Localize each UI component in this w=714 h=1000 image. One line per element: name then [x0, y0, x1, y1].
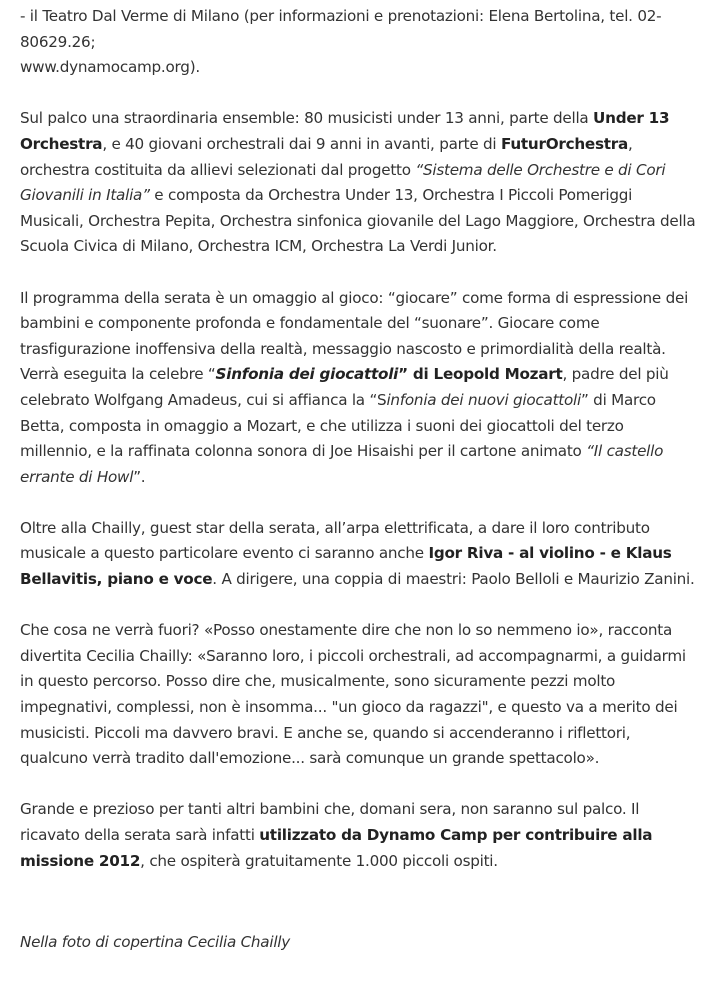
- text-run: ”.: [133, 467, 146, 486]
- leopold-mozart-strong: ” di Leopold Mozart: [398, 365, 563, 384]
- text-run: Che cosa ne verrà fuori? «Posso onestamente dire che non lo so nemmeno io», racconta divertita Cecilia Chailly: «Saranno loro, i piccoli orchestrali, ad accompagnarmi, a guidarmi in questo percorso. Posso dire che, musicalmente, sono sicuramente pezzi molto impegnativi, complessi, non è insomma... "un gioco da ragazzi", e questo va a merito dei musicisti. Piccoli ma davvero bravi. E anche se, quando si accenderanno i riflettori, qualcuno verrà tradito dall'emozione... sarà comunque un grande spettacolo».: [20, 621, 686, 768]
- text-run: ” di Marco Betta, composta in omaggio a Mozart, e che utilizza i suoni dei giocattoli del terzo millennio, e la raffinata colonna sonora di Joe Hisaishi per il cartone animato: [20, 390, 656, 461]
- text-run: , che ospiterà gratuitamente 1.000 piccoli ospiti.: [140, 851, 498, 870]
- article-body: [20, 4, 700, 900]
- sinfonia-giocattoli-strong: Sinfonia dei giocattoli: [215, 365, 399, 384]
- paragraph-charity: [20, 797, 700, 874]
- text-run: Il programma della serata è un omaggio al gioco: “giocare” come forma di espressione dei bambini e componente profonda e fondamentale del “suonare”. Giocare come trasfigurazione inoffensiva della realtà, messaggio nascosto e primordialità della realtà. Verrà eseguita la celebre “: [20, 288, 689, 384]
- text-run: , orchestra costituita da allievi selezionati dal progetto: [20, 134, 633, 179]
- castello-errante-italic: “Il castello errante di Howl: [20, 442, 664, 486]
- under13-orchestra-strong: Under 13 Orchestra: [20, 109, 670, 153]
- text-run: , padre del più celebrato Wolfgang Amadeus, cui si affianca la “S: [20, 365, 669, 409]
- futurorchestra-strong: FuturOrchestra: [500, 134, 628, 153]
- paragraph-quote: [20, 618, 700, 772]
- sinfonia-nuovi-giocattoli-italic: infonia dei nuovi giocattoli: [386, 390, 581, 409]
- venue-text: - il Teatro Dal Verme di Milano (per informazioni e prenotazioni: Elena Bertolina, tel. 02-80629.26;: [20, 7, 662, 51]
- text-run: Oltre alla Chailly, guest star della serata, all’arpa elettrificata, a dare il loro contributo musicale a questo particolare evento ci saranno anche: [20, 518, 650, 563]
- text-run: Grande e prezioso per tanti altri bambini che, domani sera, non saranno sul palco. Il ricavato della serata sarà infatti: [20, 800, 640, 844]
- text-run: Sul palco una straordinaria ensemble: 80 musicisti under 13 anni, parte della: [20, 109, 594, 128]
- project-name-italic: “Sistema delle Orchestre e di Cori Giovanili in Italia”: [20, 160, 666, 205]
- venue-text-end: ).: [189, 58, 200, 77]
- paragraph-venue: [20, 4, 700, 81]
- photo-caption: Nella foto di copertina Cecilia Chailly: [20, 933, 291, 951]
- paragraph-program: [20, 286, 700, 491]
- paragraph-ensemble: [20, 106, 700, 260]
- guest-musicians-strong: Igor Riva - al violino - e Klaus Bellavitis, piano e voce: [20, 544, 672, 589]
- dynamo-camp-strong: utilizzato da Dynamo Camp per contribuire alla missione 2012: [20, 826, 653, 870]
- text-run: . A dirigere, una coppia di maestri: Paolo Belloli e Maurizio Zanini.: [212, 570, 695, 589]
- dynamocamp-link[interactable]: www.dynamocamp.org: [20, 58, 190, 77]
- text-run: , e 40 giovani orchestrali dai 9 anni in avanti, parte di: [102, 134, 501, 153]
- text-run: e composta da Orchestra Under 13, Orchestra I Piccoli Pomeriggi Musicali, Orchestra Pepita, Orchestra sinfonica giovanile del Lago Maggiore, Orchestra della Scuola Civica di Milano, Orchestra ICM, Orchestra La Verdi Junior.: [20, 186, 696, 256]
- paragraph-guests: [20, 516, 700, 593]
